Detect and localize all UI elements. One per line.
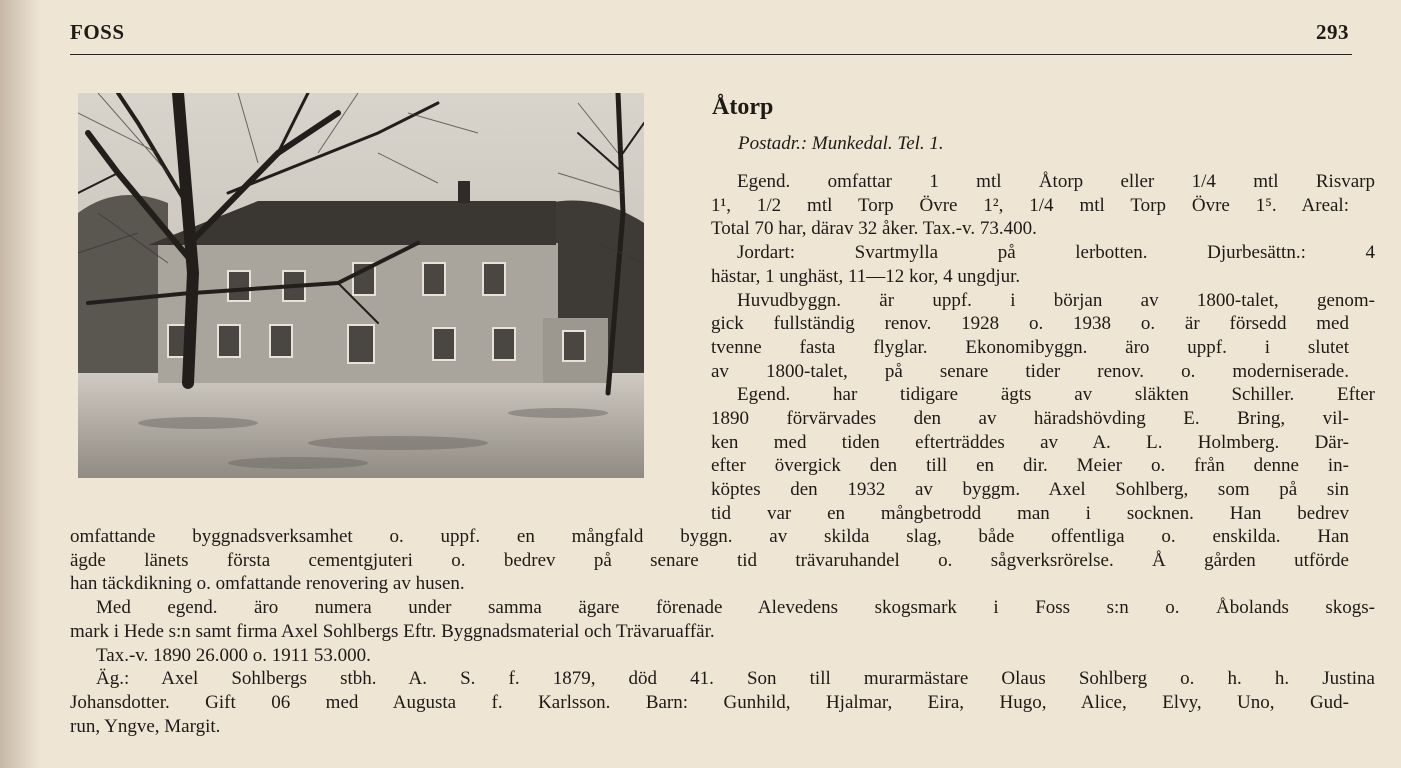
text-line: köptes den 1932 av byggm. Axel Sohlberg, som på sin — [711, 479, 1349, 501]
text-line: mark i Hede s:n samt firma Axel Sohlbergs Eftr. Byggnadsmaterial och Trävaruaffär. — [70, 620, 715, 642]
entry-full-width-text — [70, 525, 1375, 738]
text-line: 1890 förvärvades den av häradshövding E. Bring, vil- — [711, 408, 1349, 430]
text-line: ägde länets första cementgjuteri o. bedrev på senare tid trävaruhandel o. sågverksrörelse. Å gården utförde — [70, 549, 1349, 571]
page-number: 293 — [1316, 20, 1349, 44]
text-line: Huvudbyggn. är uppf. i början av 1800-talet, genom- — [737, 289, 1375, 311]
text-line: 1¹, 1/2 mtl Torp Övre 1², 1/4 mtl Torp Övre 1⁵. Areal: — [711, 194, 1349, 216]
text-line: Johansdotter. Gift 06 med Augusta f. Karlsson. Barn: Gunhild, Hjalmar, Eira, Hugo, Alice, Elvy, Uno, Gud- — [70, 691, 1349, 713]
text-line: Total 70 har, därav 32 åker. Tax.-v. 73.400. — [711, 218, 1037, 240]
text-line: gick fullständig renov. 1928 o. 1938 o. är försedd med — [711, 313, 1349, 335]
text-line: av 1800-talet, på senare tider renov. o. moderniserade. — [711, 360, 1349, 382]
text-line: han täckdikning o. omfattande renovering av husen. — [70, 573, 465, 595]
farmhouse-photo — [78, 93, 644, 478]
text-line: ken med tiden efterträddes av A. L. Holmberg. Där- — [711, 431, 1349, 453]
text-line: run, Yngve, Margit. — [70, 715, 221, 737]
text-line: tid var en mångbetrodd man i socknen. Han bedrev — [711, 502, 1349, 524]
text-line: hästar, 1 unghäst, 11—12 kor, 4 ungdjur. — [711, 265, 1021, 287]
text-line: Jordart: Svartmylla på lerbotten. Djurbesättn.: 4 — [737, 242, 1375, 264]
text-line: efter övergick den till en dir. Meier o. från denne in- — [711, 455, 1349, 477]
text-line: omfattande byggnadsverksamhet o. uppf. en mångfald byggn. av skilda slag, både offentliga o. enskilda. Han — [70, 526, 1349, 547]
text-line: Egend. omfattar 1 mtl Åtorp eller 1/4 mtl Risvarp — [737, 171, 1375, 192]
entry-title: Åtorp — [712, 94, 774, 120]
text-line: tvenne fasta flyglar. Ekonomibyggn. äro uppf. i slutet — [711, 336, 1349, 358]
text-line: Egend. har tidigare ägts av släkten Schiller. Efter — [737, 384, 1375, 406]
page-shadow — [0, 0, 40, 768]
entry-column-text — [711, 170, 1375, 526]
running-head-section: FOSS — [70, 20, 125, 44]
text-line: Med egend. äro numera under samma ägare förenade Alevedens skogsmark i Foss s:n o. Åbolands skogs- — [96, 597, 1375, 619]
header-rule — [70, 54, 1352, 55]
text-line: Äg.: Axel Sohlbergs stbh. A. S. f. 1879, död 41. Son till murarmästare Olaus Sohlberg o. h. h. Justina — [96, 668, 1375, 690]
postal-address: Postadr.: Munkedal. Tel. 1. — [738, 133, 944, 154]
text-line: Tax.-v. 1890 26.000 o. 1911 53.000. — [96, 644, 371, 666]
